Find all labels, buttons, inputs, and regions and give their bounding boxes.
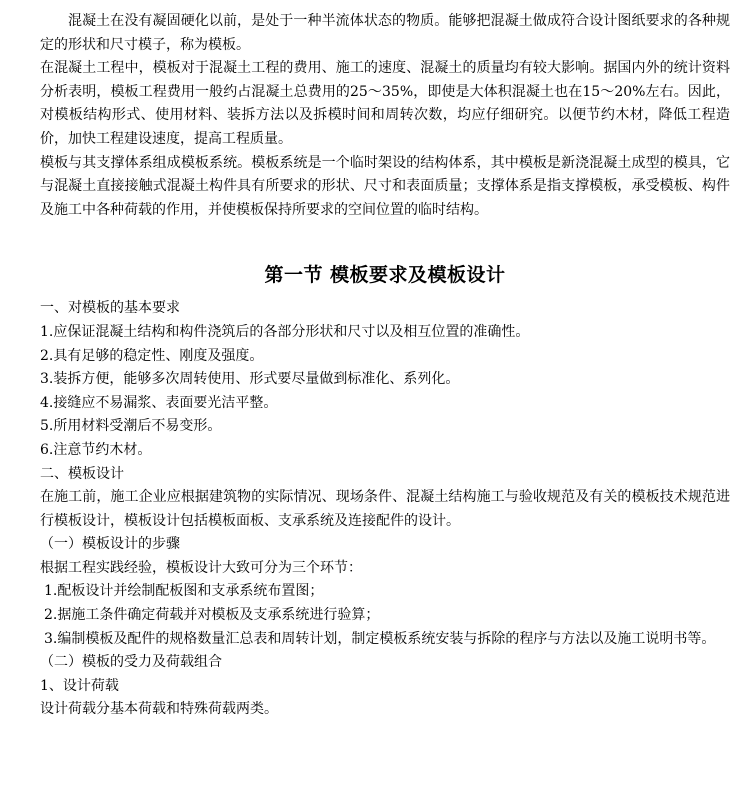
section-title: 第一节 模板要求及模板设计 <box>264 264 506 287</box>
design-heading: 二、模板设计 <box>40 465 124 482</box>
design-steps-intro: 根据工程实践经验，模板设计大致可分为三个环节： <box>40 559 362 576</box>
design-step-item: 3.编制模板及配件的规格数量汇总表和周转计划，制定模板系统安装与拆除的程序与方法以及施工说明书等。 <box>44 630 716 647</box>
design-step-item: 1.配板设计并绘制配板图和支承系统布置图； <box>44 583 324 600</box>
load-sub-heading: 1、设计荷载 <box>40 677 119 694</box>
design-step-item: 2.据施工条件确定荷载并对模板及支承系统进行验算； <box>44 607 380 624</box>
load-heading: （二）模板的受力及荷载组合 <box>40 654 222 671</box>
basic-requirement-item: 4.接缝应不易漏浆、表面要光洁平整。 <box>40 394 278 411</box>
design-steps-heading: （一）模板设计的步骤 <box>40 536 180 553</box>
intro-paragraph-1: 混凝土在没有凝固硬化以前，是处于一种半流体状态的物质。能够把混凝土做成符合设计图纸要求的各种规定的形状和尺寸模子，称为模板。 <box>40 13 730 53</box>
basic-requirements-heading: 一、对模板的基本要求 <box>40 300 180 317</box>
intro-paragraph-3: 模板与其支撑体系组成模板系统。模板系统是一个临时架设的结构体系，其中模板是新浇混凝土成型的模具，它与混凝土直接接触式混凝土构件具有所要求的形状、尺寸和表面质量；支撑体系是指支撑模板，承受模板、构件及施工中各种荷载的作用，并使模板保持所要求的空间位置的临时结构。 <box>40 154 730 218</box>
basic-requirement-item: 3.装拆方便，能够多次周转使用、形式要尽量做到标准化、系列化。 <box>40 371 460 388</box>
basic-requirement-item: 5.所用材料受潮后不易变形。 <box>40 418 222 435</box>
basic-requirement-item: 1.应保证混凝土结构和构件浇筑后的各部分形状和尺寸以及相互位置的准确性。 <box>40 323 530 340</box>
document-page <box>40 10 730 722</box>
load-text: 设计荷载分基本荷载和特殊荷载两类。 <box>40 701 278 718</box>
intro-paragraph-2: 在混凝土工程中，模板对于混凝土工程的费用、施工的速度、混凝土的质量均有较大影响。据国内外的统计资料分析表明，模板工程费用一般约占混凝土总费用的25～35%，即使是大体积混凝土也在15～20%左右。因此，对模板结构形式、使用材料、装拆方法以及拆模时间和周转次数，均应仔细研究。以便节约木材，降低工程造价，加快工程建设速度，提高工程质量。 <box>40 60 730 147</box>
basic-requirement-item: 2.具有足够的稳定性、刚度及强度。 <box>40 347 264 364</box>
basic-requirement-item: 6.注意节约木材。 <box>40 441 152 458</box>
design-intro-paragraph: 在施工前，施工企业应根据建筑物的实际情况、现场条件、混凝土结构施工与验收规范及有关的模板技术规范进行模板设计，模板设计包括模板面板、支承系统及连接配件的设计。 <box>40 489 730 529</box>
